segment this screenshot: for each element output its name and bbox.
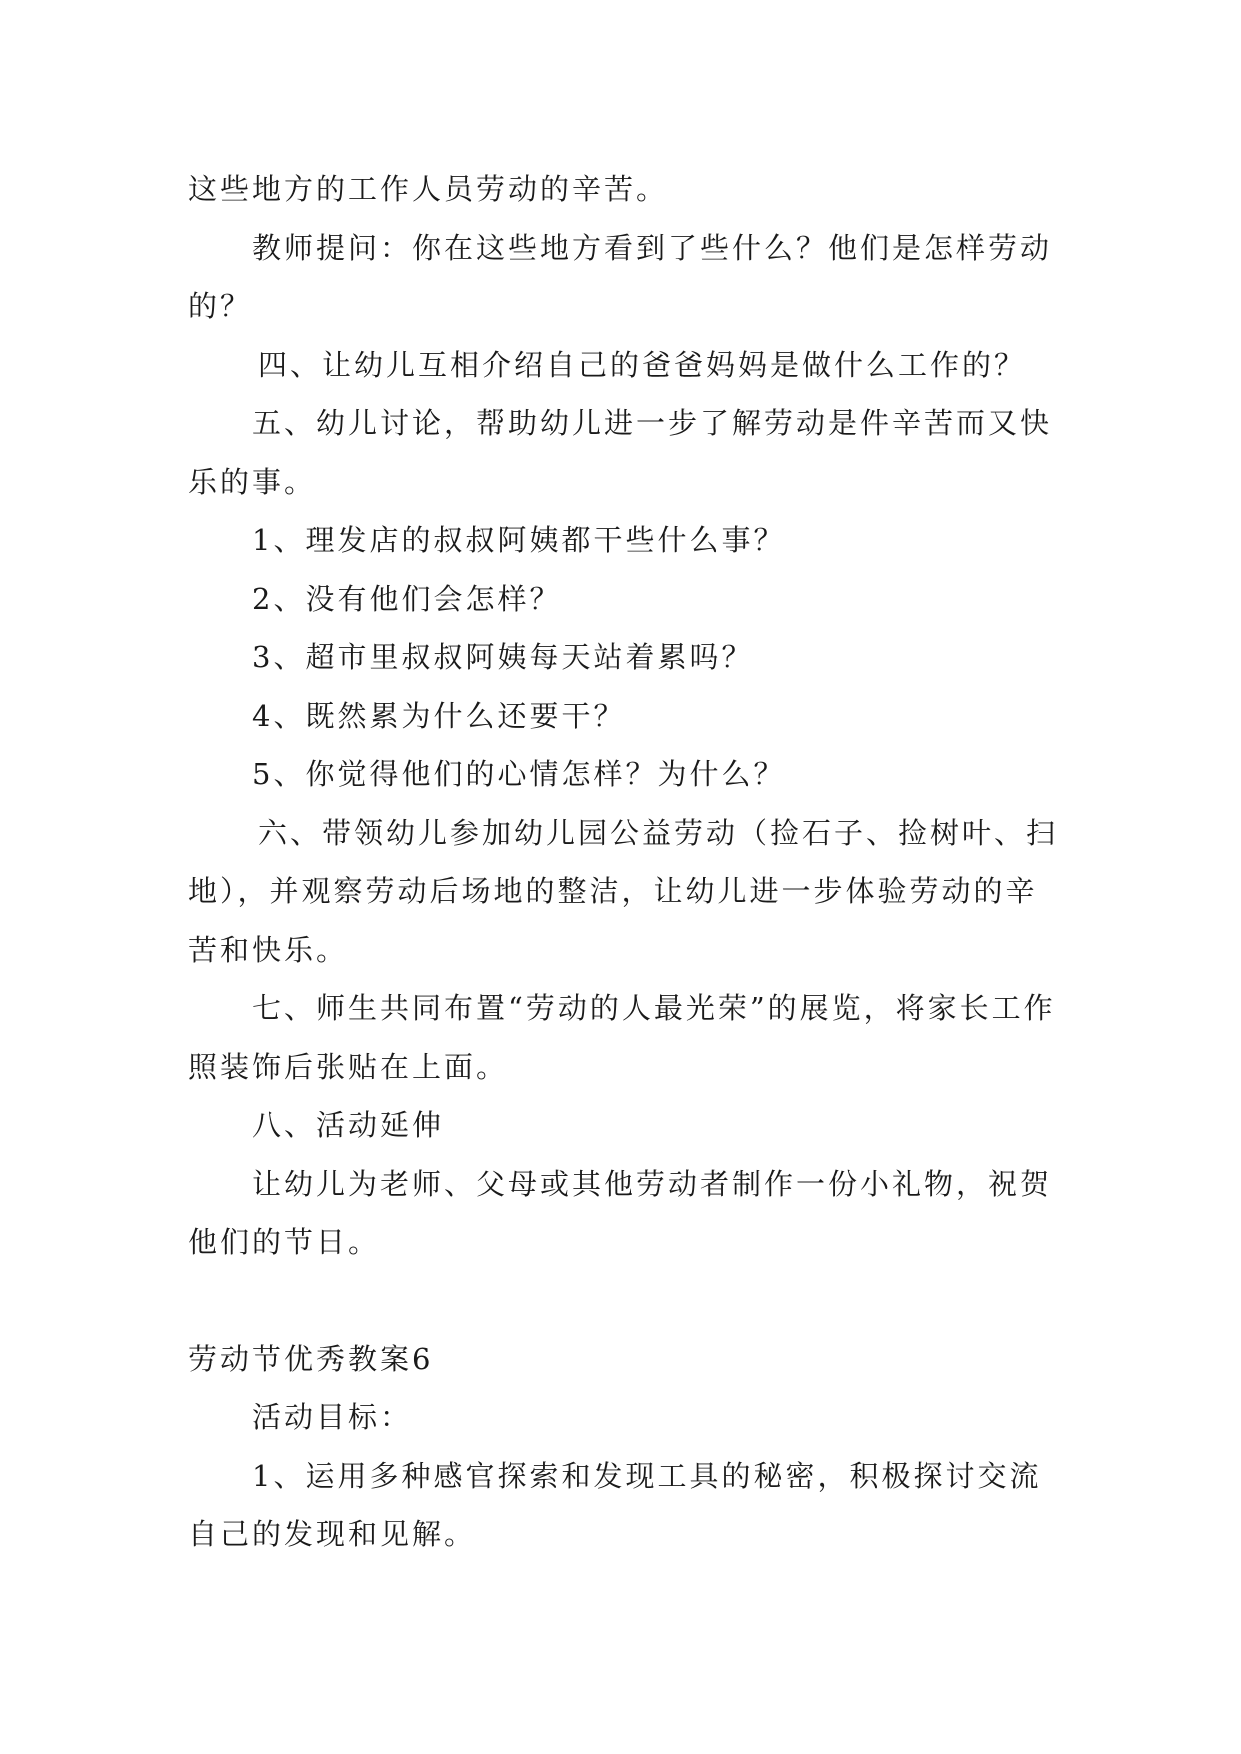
paragraph-step-five: 五、幼儿讨论，帮助幼儿进一步了解劳动是件辛苦而又快乐的事。 — [188, 406, 1053, 499]
paragraph-goal-1: 1、运用多种感官探索和发现工具的秘密，积极探讨交流自己的发现和见解。 — [188, 1458, 1042, 1551]
list-item-question-2: 2、没有他们会怎样？ — [252, 581, 562, 616]
section-spacer — [188, 1272, 1068, 1330]
list-item-question-1: 1、理发店的叔叔阿姨都干些什么事？ — [252, 523, 786, 557]
paragraph-intro-end: 这些地方的工作人员劳动的辛苦。 — [188, 172, 669, 206]
paragraph-teacher-question: 教师提问：你在这些地方看到了些什么？他们是怎样劳动的？ — [188, 230, 1053, 323]
paragraph-step-four: 四、让幼儿互相介绍自己的爸爸妈妈是做什么工作的？ — [258, 347, 1027, 382]
paragraph-step-six: 六、带领幼儿参加幼儿园公益劳动（捡石子、捡树叶、扫地），并观察劳动后场地的整洁，让幼儿进一步体验劳动的辛苦和快乐。 — [188, 815, 1059, 967]
paragraph-extension: 让幼儿为老师、父母或其他劳动者制作一份小礼物，祝贺他们的节日。 — [188, 1166, 1053, 1259]
list-item-question-3: 3、超市里叔叔阿姨每天站着累吗？ — [252, 640, 754, 674]
document-body — [188, 160, 1068, 1564]
list-item-question-5: 5、你觉得他们的心情怎样？为什么？ — [252, 757, 786, 791]
paragraph-step-seven: 七、师生共同布置“劳动的人最光荣”的展览，将家长工作照装饰后张贴在上面。 — [188, 991, 1056, 1084]
paragraph-step-eight: 八、活动延伸 — [252, 1108, 445, 1142]
paragraph-activity-goals: 活动目标： — [252, 1400, 413, 1434]
section-title: 劳动节优秀教案6 — [188, 1341, 434, 1376]
list-item-question-4: 4、既然累为什么还要干？ — [252, 698, 626, 733]
